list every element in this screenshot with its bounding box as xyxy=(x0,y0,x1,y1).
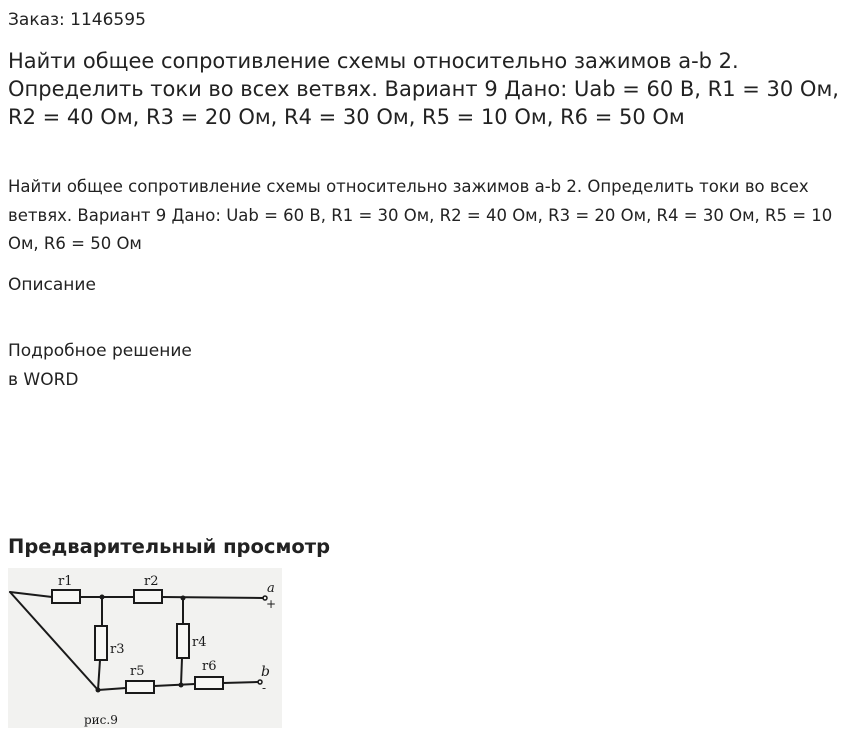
resistor-r1 xyxy=(52,590,80,603)
resistor-r5 xyxy=(126,681,154,693)
preview-heading: Предварительный просмотр xyxy=(8,535,331,558)
description-label: Описание xyxy=(8,275,96,295)
label-minus: - xyxy=(262,681,267,695)
junction-dot xyxy=(181,596,186,601)
wire-bottom-mid xyxy=(154,684,195,686)
resistor-r6 xyxy=(195,677,223,689)
circuit-diagram xyxy=(8,568,282,728)
wire-diagonal xyxy=(10,592,98,690)
wire-r3-bottom xyxy=(98,660,100,690)
resistor-r4 xyxy=(177,624,189,658)
label-terminal-a: a xyxy=(267,581,275,596)
label-r1: r1 xyxy=(58,574,73,589)
resistor-r3 xyxy=(95,626,107,660)
wire-top-right xyxy=(162,597,263,598)
junction-dot xyxy=(96,688,101,693)
label-r5: r5 xyxy=(130,664,145,679)
junction-dot xyxy=(179,683,184,688)
label-terminal-b: b xyxy=(261,664,270,680)
wire-top-left xyxy=(10,592,52,597)
solution-format xyxy=(8,337,192,395)
wire-r4-bottom xyxy=(181,658,182,685)
label-r6: r6 xyxy=(202,659,217,674)
figure-caption: рис.9 xyxy=(84,713,118,727)
wire-bottom-left xyxy=(98,688,126,690)
solution-line-2: в WORD xyxy=(8,370,79,390)
wire-bottom-right xyxy=(223,682,258,683)
circuit-preview-image xyxy=(8,568,282,728)
junction-dot xyxy=(100,595,105,600)
resistor-r2 xyxy=(134,590,162,603)
label-r3: r3 xyxy=(110,642,125,657)
solution-line-1: Подробное решение xyxy=(8,341,192,361)
page-title: Найти общее сопротивление схемы относительно зажимов a-b 2. Определить токи во всех ветвях. Вариант 9 Дано: Uab = 60 В, R1 = 30 Ом, R2 = 40 Ом, R3 = 20 Ом, R4 = 30 Ом, R5 = 10 Ом, R6 = 50 Ом xyxy=(8,49,839,129)
label-r4: r4 xyxy=(192,635,207,650)
order-number: Заказ: 1146595 xyxy=(8,10,146,30)
label-plus: + xyxy=(266,597,277,611)
label-r2: r2 xyxy=(144,574,159,589)
task-description: Найти общее сопротивление схемы относительно зажимов a-b 2. Определить токи во всех ветвях. Вариант 9 Дано: Uab = 60 В, R1 = 30 Ом, R2 = 40 Ом, R3 = 20 Ом, R4 = 30 Ом, R5 = 10 Ом, R6 = 50 Ом xyxy=(8,177,833,253)
